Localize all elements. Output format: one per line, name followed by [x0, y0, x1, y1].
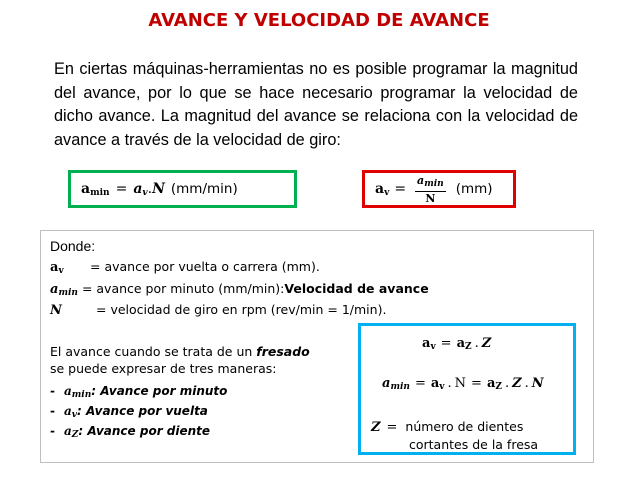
bullet-amin: - $a_{min}$ : Avance por minuto: [50, 384, 228, 400]
formula-amin-lhs: $a_{min}$: [81, 180, 110, 198]
formula-av-denominator: N: [425, 191, 436, 205]
fresado-paragraph: El avance cuando se trata de un fresado se puede expresar de tres maneras:: [50, 344, 310, 376]
box-z-symbol: Z: [371, 420, 381, 435]
page-title: AVANCE Y VELOCIDAD DE AVANCE: [148, 10, 490, 31]
formula-av-eq: =: [394, 181, 407, 197]
definition-amin-bold: Velocidad de avance: [284, 281, 429, 296]
bullet-az: - $a_Z$ : Avance por diente: [50, 424, 211, 440]
definition-amin: [50, 281, 429, 298]
formula-amin-unit: (mm/min): [170, 181, 238, 197]
box-formula-av: $a_v$ = $a_Z$ . Z: [422, 336, 492, 352]
definition-amin-symbol: $a_{min}$: [50, 282, 78, 298]
definition-av: [50, 259, 320, 276]
fresado-word: fresado: [256, 344, 310, 359]
definition-n-symbol: N: [50, 303, 62, 318]
formula-amin-av: $a_v$: [133, 180, 148, 198]
definition-av-text: = avance por vuelta o carrera (mm).: [90, 259, 320, 274]
definition-n: [50, 302, 386, 318]
bullet-amin-symbol: $a_{min}$: [64, 384, 92, 400]
bullet-az-text: : Avance por diente: [78, 424, 211, 438]
box-formula-amin: $a_{min}$ = $a_v$ . N = $a_Z$ . Z . N: [382, 376, 544, 392]
formula-box-amin: [68, 170, 297, 208]
definition-amin-text: = avance por minuto (mm/min):: [81, 281, 285, 296]
definition-av-symbol: $a_v$: [50, 260, 64, 276]
intro-paragraph: En ciertas máquinas-herramientas no es posible programar la magnitud del avance, por lo que se hace necesario programar la velocidad de dicho avance. La magnitud del avance se relaciona con la velocidad de avance a través de la velocidad de giro:: [54, 60, 578, 149]
formula-box-av: [362, 170, 516, 208]
box-z-text-2: cortantes de la fresa: [409, 437, 539, 452]
box-z-text-1: número de dientes: [405, 419, 524, 434]
bullet-av-text: : Avance por vuelta: [77, 404, 208, 418]
bullet-amin-text: : Avance por minuto: [91, 384, 228, 398]
formula-av-lhs: $a_v$: [375, 180, 390, 198]
formula-amin-eq: =: [115, 181, 128, 197]
formula-amin-n: N: [152, 181, 165, 197]
donde-label: Donde:: [50, 238, 96, 254]
formula-av-numerator: $a_{min}$: [415, 174, 446, 192]
formula-av-unit: (mm): [455, 181, 493, 197]
box-z-definition: Z = número de dientes: [371, 419, 524, 435]
formula-av-fraction: [415, 174, 446, 205]
formula-amin-dot: .: [147, 181, 153, 197]
bullet-av: - $a_v$ : Avance por vuelta: [50, 404, 208, 420]
bullet-az-symbol: $a_Z$: [64, 424, 79, 440]
bullet-av-symbol: $a_v$: [64, 404, 78, 420]
definition-n-text: = velocidad de giro en rpm (rev/min = 1/min).: [96, 302, 387, 317]
